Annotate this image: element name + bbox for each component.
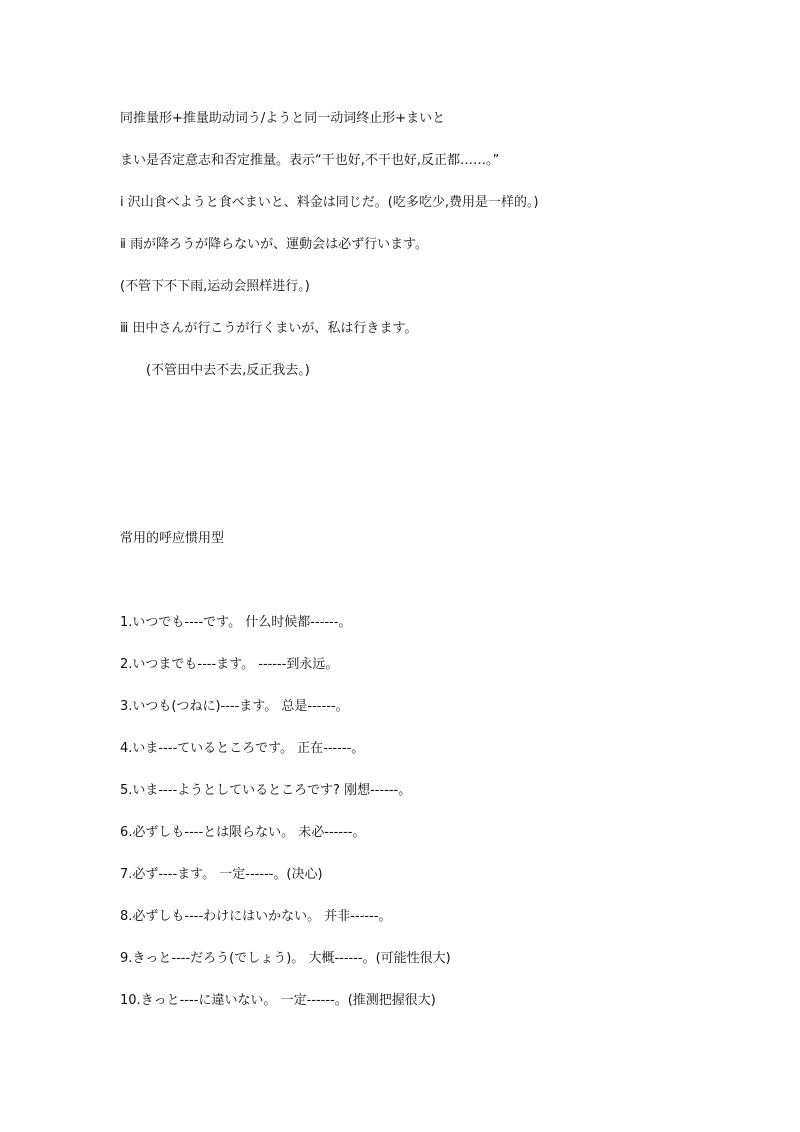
- example-sentence-2: ⅱ 雨が降ろうが降らないが、運動会は必ず行います。: [120, 237, 429, 252]
- section-title: 常用的呼应惯用型: [120, 531, 225, 546]
- list-item: 10.きっと----に違いない。 一定------。(推测把握很大): [120, 993, 436, 1008]
- list-item: 8.必ずしも----わけにはいかない。 并非------。: [120, 909, 392, 924]
- grammar-explanation: まい是否定意志和否定推量。表示“干也好,不干也好,反正都……。”: [120, 153, 500, 168]
- example-sentence-1: ⅰ 沢山食べようと食べまいと、料金は同じだ。(吃多吃少,费用是一样的。): [120, 195, 539, 210]
- list-item: 1.いつでも----です。 什么时候都------。: [120, 615, 352, 630]
- list-item: 9.きっと----だろう(でしょう)。 大概------。(可能性很大): [120, 951, 451, 966]
- list-item: 5.いま----ようとしているところです? 刚想------。: [120, 783, 412, 798]
- example-sentence-3: ⅲ 田中さんが行こうが行くまいが、私は行きます。: [120, 321, 418, 336]
- example-translation-3: (不管田中去不去,反正我去。): [146, 363, 310, 378]
- list-item: 3.いつも(つねに)----ます。 总是------。: [120, 699, 349, 714]
- list-item: 7.必ず----ます。 一定------。(决心): [120, 867, 323, 882]
- list-item: 4.いま----ているところです。 正在------。: [120, 741, 365, 756]
- list-item: 6.必ずしも----とは限らない。 未必------。: [120, 825, 366, 840]
- example-translation-2: (不管下不下雨,运动会照样进行。): [120, 279, 310, 294]
- list-item: 2.いつまでも----ます。 ------到永远。: [120, 657, 339, 672]
- section-heading: 同推量形+推量助动词う/ようと同一动词终止形+まいと: [120, 111, 446, 126]
